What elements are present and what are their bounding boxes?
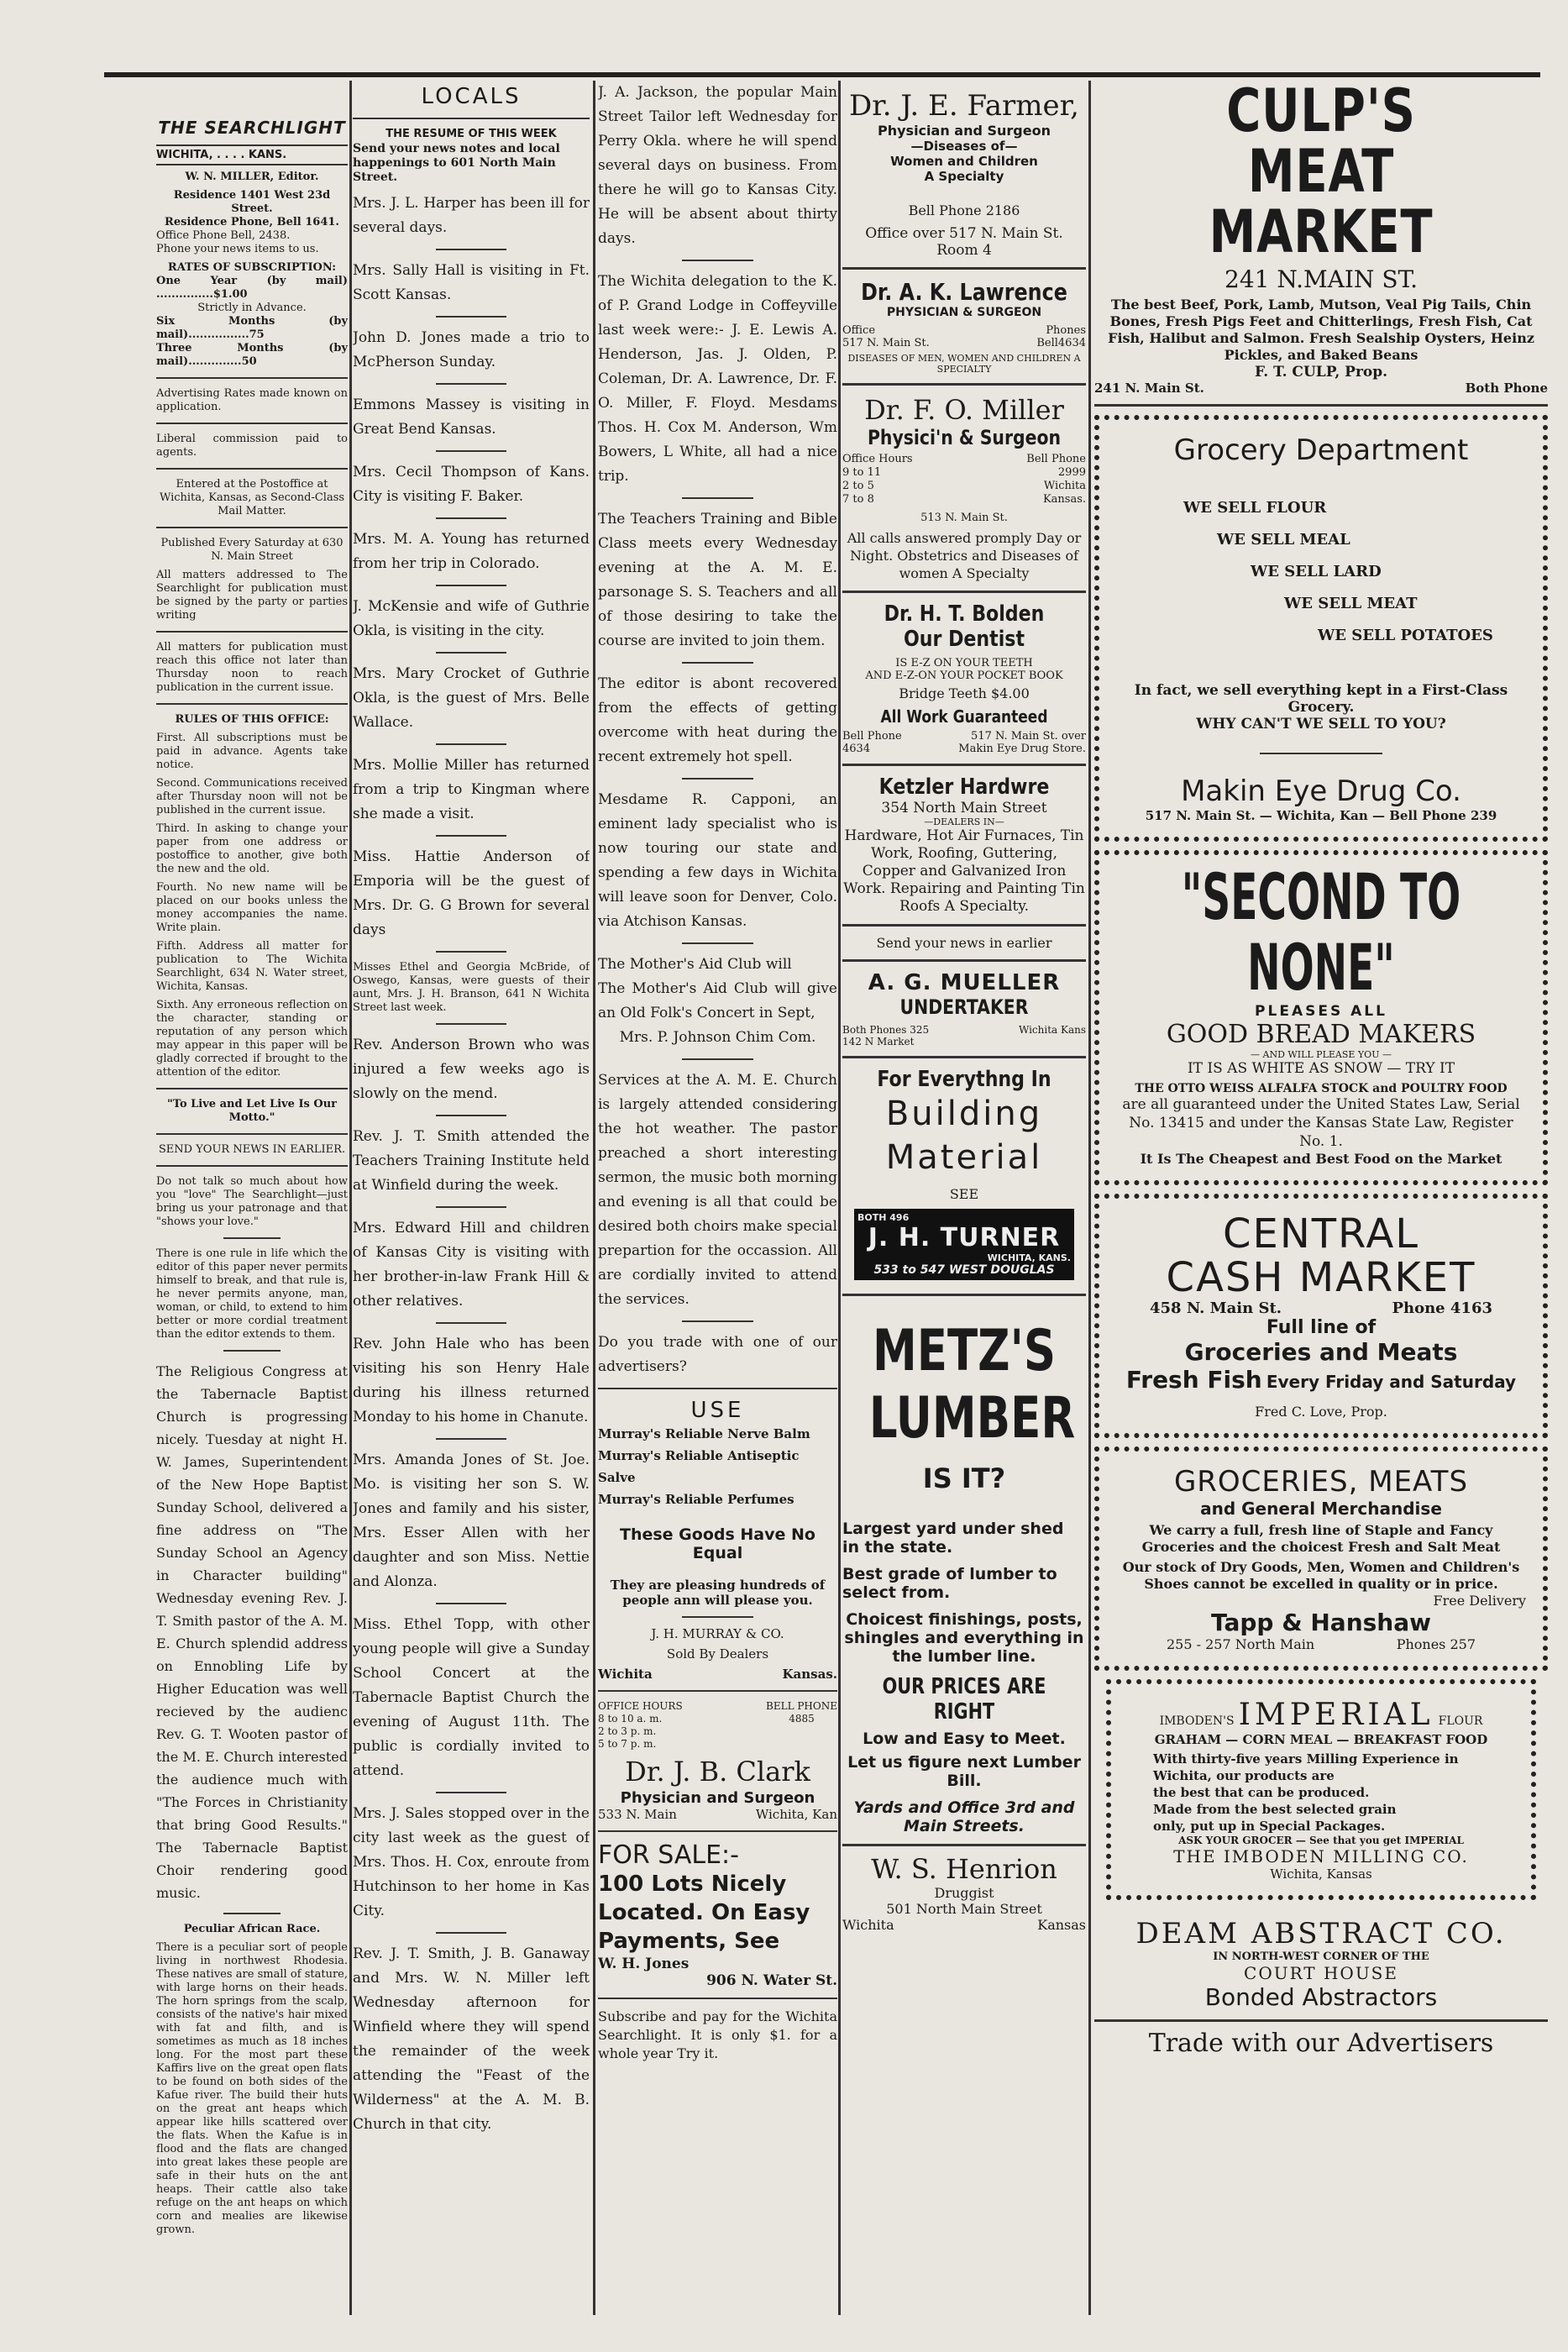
central-ad [1094,1194,1548,1438]
editor-line: Phone your news items to us. [156,243,319,255]
culp-foot-address: 241 N. Main St. [1094,381,1204,396]
separator [598,1998,837,1999]
separator [156,1165,348,1167]
central-address: 458 N. Main St. [1150,1299,1282,1317]
commission-note: Liberal commission paid to agents. [156,433,348,459]
separator [598,1388,837,1389]
mothers-aid-item: The Mother's Aid Club will give an Old Folk's Concert in Sept, [598,980,837,1021]
metz-question: IS IT? [922,1462,1006,1494]
clark-hours: 2 to 3 p. m. [598,1725,657,1737]
miller-address: 513 N. Main St. [920,512,1008,524]
column-locals [353,81,590,2144]
tapp-sub: and General Merchandise [1200,1499,1442,1519]
second-otto: THE OTTO WEISS ALFALFA STOCK and POULTRY FOOD [1135,1082,1508,1095]
turner-city: WICHITA, KANS. [987,1252,1071,1263]
column-news [598,81,837,2070]
henrion-ad [842,1846,1086,1933]
farmer-office: Office over 517 N. Main St. [865,225,1063,242]
separator [436,835,507,837]
editor-line: Residence Phone, Bell 1641. [165,216,339,228]
clark-name: Dr. J. B. Clark [625,1756,810,1788]
miller-phone: 2999 [1057,466,1086,479]
bolden-title: Our Dentist [903,627,1025,652]
locals-note: Send your news notes and local happenings to 601 North Main Street. [353,142,560,184]
separator [156,703,348,705]
turner-phone: BOTH 496 [857,1212,910,1223]
lawrence-phones: Bell4634 [1036,337,1086,349]
imboden-ask: ASK YOUR GROCER [1178,1835,1293,1846]
separator [598,1830,837,1832]
clark-ad [598,1700,837,1822]
separator [682,1058,754,1060]
miller-title: Physici'n & Surgeon [867,426,1062,449]
entered-note: Entered at the Postoffice at Wichita, Kansas, as Second-Class Mail Matter. [159,478,345,517]
services-item: Services at the A. M. E. Church is largely attended considering the hot weather. The pastor preached a short interesting sermon, the music both morning and evening is all that could be desired both choirs make special prepartion for the occassion. All are cordially invited to attend the services. [598,1072,837,1308]
miller-hours: 9 to 11 [842,466,882,479]
tapp-delivery: Free Delivery [1433,1593,1526,1609]
locals-subheading: THE RESUME OF THIS WEEK [385,128,557,140]
henrion-city: Wichita [842,1917,894,1933]
separator [156,631,348,633]
miller-city: Wichita [1043,480,1086,492]
bolden-phone-label: Bell Phone [842,730,902,743]
local-item: Rev. Anderson Brown who was injured a few weeks ago is slowly on the mend. [353,1037,590,1102]
murray-city: Wichita [598,1667,653,1682]
central-line: CASH MARKET [1166,1254,1476,1301]
building-line: For Everythng In [877,1067,1051,1092]
editor-line: Residence 1401 West 23d Street. [173,189,331,215]
column-divider [593,81,595,2315]
ketzler-address: 354 North Main Street [881,800,1047,816]
farmer-specialty: A Specialty [924,169,1004,184]
separator [682,260,754,261]
separator [156,423,348,424]
rates-heading: RATES OF SUBSCRIPTION: [167,261,337,274]
farmer-title: Physician and Surgeon [878,123,1051,139]
forsale-address: 906 N. Water St. [706,1972,837,1989]
culp-prop: F. T. CULP, Prop. [1254,364,1388,381]
grocery-item: WE SELL FLOUR [1183,499,1327,517]
separator [436,1115,507,1116]
farmer-phone: Bell Phone 2186 [908,202,1020,218]
rate-line: One Year (by mail) ...............$1.00 [156,275,348,301]
separator [156,1088,348,1089]
lawrence-ad [842,270,1086,386]
imboden-brand: IMBODEN'S [1159,1714,1235,1728]
bolden-phone: 4634 [842,743,871,755]
separator [682,778,754,780]
forsale-body: 100 Lots Nicely Located. On Easy Payments, See [598,1872,810,1954]
separator [353,118,590,119]
metz-figure: Let us figure next Lumber Bill. [847,1753,1081,1790]
separator [436,585,507,586]
henrion-state: Kansas [1037,1917,1086,1933]
separator [156,468,348,470]
miller-hours-label: Office Hours [842,453,913,465]
deam-ad [1094,1908,1548,2022]
separator [598,1690,837,1692]
grocery-why: WHY CAN'T WE SELL TO YOU? [1196,716,1446,732]
mothers-aid-sign: Mrs. P. Johnson Chim Com. [619,1029,816,1046]
mueller-address: 142 N Market [842,1036,915,1047]
ketzler-body: Hardware, Hot Air Furnaces, Tin Work, Roofing, Guttering, Copper and Galvanized Iron Work. Repairing and Painting Tin Roofs A Specialty. [843,827,1085,915]
metz-choice: Choicest finishings, posts, shingles and everything in the lumber line. [844,1610,1084,1666]
grocery-address: 517 N. Main St. — Wichita, Kan — Bell Phone 239 [1145,808,1497,823]
culp-title: CULP'S [1226,81,1416,145]
turner-address: 533 to 547 WEST DOUGLAS [873,1263,1055,1277]
tapp-name: Tapp & Hanshaw [1210,1609,1431,1636]
clark-title: Physician and Surgeon [620,1789,815,1807]
column-ads-right [1094,81,1548,2058]
imboden-co: THE IMBODEN MILLING CO. [1173,1846,1469,1866]
ketzler-name: Ketzler Hardwre [878,774,1050,800]
second-will: — AND WILL PLEASE YOU — [1251,1049,1392,1060]
separator [436,316,507,318]
ketzler-dealers: —DEALERS IN— [924,816,1004,827]
separator [436,1322,507,1324]
henrion-name: W. S. Henrion [871,1853,1057,1885]
lawrence-diseases: DISEASES OF MEN, WOMEN AND CHILDREN A SPECIALTY [847,353,1081,375]
second-cheapest: It Is The Cheapest and Best Food on the Market [1140,1151,1502,1167]
love-note: Do not talk so much about how you "love" The Searchlight—just bring us your patronage and that "shows your love." [156,1175,348,1228]
murray-state: Kansas. [782,1667,837,1682]
separator [436,249,507,250]
turner-name: J. H. TURNER [868,1223,1061,1252]
separator [436,450,507,452]
news-item: J. A. Jackson, the popular Main Street Tailor left Wednesday for Perry Okla. where he will spend several days on business. From there he will go to Kansas City. He will be absent about thirty days. [598,84,837,247]
second-pleases: PLEASES ALL [1255,1003,1387,1020]
editor-line: Office Phone Bell, 2438. [156,229,291,242]
metz-yards: Yards and Office 3rd and Main Streets. [853,1798,1075,1835]
local-item: J. McKensie and wife of Guthrie Okla, is visiting in the city. [353,598,590,639]
imboden-exp: With thirty-five years Milling Experience in Wichita, our products are [1153,1751,1459,1783]
grocery-fact: In fact, we sell everything kept in a First-Class Grocery. [1134,682,1508,716]
news-item: Mesdame R. Capponi, an eminent lady specialist who is now touring our state and spending a few days in Wichita will leave soon for Denver, Colo. via Atchison Kansas. [598,791,837,930]
forsale-name: W. H. Jones [598,1956,690,1972]
central-line: CENTRAL [1222,1210,1420,1257]
rate-line: Strictly in Advance. [197,302,307,314]
second-white: IT IS AS WHITE AS SNOW — TRY IT [1187,1060,1455,1077]
separator [223,1237,281,1239]
separator [436,1206,507,1208]
metz-prices: OUR PRICES ARE RIGHT [882,1674,1046,1725]
tapp-body: We carry a full, fresh line of Staple and Fancy Groceries and the choicest Fresh and Salt Meat [1141,1522,1501,1555]
send-news-early: Send your news in earlier [842,927,1086,962]
miller-hours: 7 to 8 [842,493,874,506]
culp-foot-phone: Both Phone [1465,381,1548,396]
separator [436,1023,507,1025]
rules-heading: RULES OF THIS OFFICE: [175,713,329,726]
news-item: The Teachers Training and Bible Class meets every Wednesday evening at the A. M. E. parsonage S. S. Teachers and all of those desiring to take the course are invited to join them. [598,511,837,649]
column-masthead [156,81,348,2242]
miller-state: Kansas. [1042,493,1086,506]
local-item: Rev. J. T. Smith attended the Teachers Training Institute held at Winfield during the week. [353,1128,590,1194]
deam-bonded: Bonded Abstractors [1204,1983,1438,2011]
rule-item: Fourth. No new name will be placed on our books unless the money accompanies the name. Write plain. [156,881,348,934]
murray-pleasing: They are pleasing hundreds of people ann will please you. [610,1578,826,1608]
separator [682,1616,754,1618]
imboden-see: See that you get IMPERIAL [1309,1835,1464,1846]
grocery-item: WE SELL MEAT [1284,595,1418,612]
local-item: John D. Jones made a trio to McPherson Sunday. [353,329,590,370]
separator [682,662,754,664]
farmer-room: Room 4 [936,242,992,259]
rule-item: First. All subscriptions must be paid in advance. Agents take notice. [156,732,348,771]
miller-name: Dr. F. O. Miller [864,394,1064,426]
column-ads-left [842,81,1086,1933]
rule-item: Sixth. Any erroneous reflection on the character, standing or reputation of any person which may appear in this paper will be gladly corrected if brought to the attention of the editor. [156,999,348,1079]
subscribe-note: Subscribe and pay for the Wichita Searchlight. It is only $1. for a whole year Try it. [598,2008,837,2061]
bolden-name: Dr. H. T. Bolden [884,601,1045,627]
local-item: Misses Ethel and Georgia McBride, of Oswego, Kansas, were guests of their aunt, Mrs. J. H. Branson, 641 N Wichita Street last week. [353,961,590,1014]
separator [436,1792,507,1793]
murray-heading: USE [690,1398,745,1423]
farmer-women: Women and Children [890,154,1038,169]
send-news-note: SEND YOUR NEWS IN EARLIER. [158,1143,346,1156]
second-guaranteed: are all guaranteed under the United States Law, Serial No. 13415 and under the Kansas State Law, Register No. 1. [1122,1096,1520,1150]
culp-ad [1094,81,1548,407]
grocery-item: WE SELL MEAL [1217,531,1350,549]
murray-line: Murray's Reliable Antiseptic Salve [598,1448,800,1485]
imboden-ad: IMBODEN'S IMPERIAL FLOUR GRAHAM — CORN MEAL — BREAKFAST FOOD With thirty-five years Milling Experience in Wichita, our products are the best that can be produced. Made from the best selected grain only, put up in Special Packages. ASK YOUR GROCER — See that you get IMPERIAL THE IMBODEN MILLING CO. Wichita, Kansas [1106,1679,1536,1900]
column-divider [349,81,352,2315]
lawrence-name: Dr. A. K. Lawrence [861,278,1067,306]
local-item: Emmons Massey is visiting in Great Bend Kansas. [353,396,590,438]
henrion-address: 501 North Main Street [886,1901,1042,1917]
separator [1260,753,1382,754]
tapp-address: 255 - 257 North Main [1167,1636,1315,1652]
separator [436,951,507,953]
grocery-item: WE SELL POTATOES [1318,627,1493,644]
second-to-none-ad [1094,850,1548,1185]
local-item: Mrs. Mary Crocket of Guthrie Okla, is the guest of Mrs. Belle Wallace. [353,665,590,731]
mueller-ad [842,962,1086,1058]
separator [156,377,348,379]
metz-yard: Largest yard under shed in the state. [842,1520,1064,1557]
separator [436,1932,507,1934]
bolden-address: 517 N. Main St. over [971,730,1086,743]
central-full: Full line of [1266,1317,1377,1338]
separator [223,1913,281,1914]
bolden-line: IS E-Z ON YOUR TEETH [895,657,1033,669]
grocery-item: WE SELL LARD [1251,563,1382,580]
column-divider [838,81,841,2315]
editor-line: W. N. MILLER, Editor. [185,171,319,183]
central-prop: Fred C. Love, Prop. [1255,1404,1387,1420]
building-line: Material [885,1138,1043,1177]
bolden-store: Makin Eye Drug Store. [958,743,1086,755]
tapp-heading: GROCERIES, MEATS [1173,1465,1469,1499]
local-item: Rev. John Hale who has been visiting his son Henry Hale during his illness returned Monday to his home in Chanute. [353,1336,590,1425]
farmer-name: Dr. J. E. Farmer, [849,89,1079,123]
mueller-title: UNDERTAKER [899,995,1029,1019]
bolden-line: AND E-Z-ON YOUR POCKET BOOK [865,669,1063,682]
african-heading: Peculiar African Race. [183,1923,321,1935]
clark-address: 533 N. Main [598,1807,677,1822]
central-phone: Phone 4163 [1392,1299,1492,1317]
matters-deadline: All matters for publication must reach this office not later than Thursday noon to reach publication in the current issue. [156,641,348,694]
imboden-line: GRAHAM — CORN MEAL — BREAKFAST FOOD [1154,1732,1488,1747]
miller-phone-label: Bell Phone [1026,453,1086,465]
african-body: There is a peculiar sort of people living in northwest Rhodesia. These natives are small of stature, with large horns on their heads. The horn springs from the scalp, consists of the native's hair mixed with fat and filth, and is sometimes as much as 18 inches long. For the most part these Kaffirs live on the great open flats to be found on both sides of the Kafue river. The build their huts on the great ant heaps which appear like hills scattered over the flats. When the Kafue is in flood and the flats are changed into great lakes these people are safe in their huts on the ant heaps. Their cattle also take refuge on the ant heaps on which corn and mealies are likewise grown. [156,1941,348,2236]
deam-title: DEAM ABSTRACT CO. [1135,1917,1507,1950]
column-divider [1088,81,1091,2315]
imboden-exp: the best that can be produced. [1153,1785,1370,1800]
central-fish-days: Every Friday and Saturday [1266,1372,1517,1392]
rule-item: Second. Communications received after Thursday noon will not be published in the current issue. [156,777,348,816]
miller-hours: 2 to 5 [842,480,874,492]
rate-line: Three Months (by mail)..............50 [156,342,348,368]
local-item: Mrs. Cecil Thompson of Kans. City is visiting F. Baker. [353,464,590,505]
local-item: Mrs. Edward Hill and children of Kansas City is visiting with her brother-in-law Frank Hill & other relatives. [353,1220,590,1310]
local-item: Miss. Hattie Anderson of Emporia will be the guest of Mrs. Dr. G. G Brown for several days [353,848,590,938]
murray-ad [598,1398,837,1682]
news-item: The editor is abont recovered from the effects of getting overcome with heat during the recent extremely hot spell. [598,675,837,765]
lawrence-office: Office [842,324,876,337]
local-item: Mrs. Mollie Miller has returned from a trip to Kingman where she made a visit. [353,757,590,822]
local-item: Mrs. Sally Hall is visiting in Ft. Scott Kansas. [353,262,590,303]
farmer-ad [842,81,1086,270]
imboden-exp: Made from the best selected grain [1153,1802,1397,1817]
building-ad [842,1058,1086,1296]
murray-sold: Sold By Dealers [666,1646,769,1662]
masthead-city: WICHITA, . . . . KANS. [156,144,348,165]
religious-congress-story: The Religious Congress at the Tabernacle Baptist Church is progressing nicely. Tuesday at night H. W. James, Superintendent of the New Hope Baptist Sunday School, delivered a fine address on "The Sunday School an Agency in Character building" Wednesday evening Rev. J. T. Smith pastor of the A. M. E. Church splendid address on Ennobling Life by Higher Education was well recieved by the audienc Rev. G. T. Wooten pastor of the M. E. Church interested the audience much with "The Forces in Christianity that bring Good Results." The Tabernacle Baptist Choir rendering good music. [156,1363,348,1901]
separator [436,743,507,745]
published-note: Published Every Saturday at 630 N. Main Street [160,537,343,563]
separator [223,1350,281,1352]
miller-ad [842,386,1086,593]
grocery-heading: Grocery Department [1173,433,1469,467]
matters-address: All matters addressed to The Searchlight for publication must be signed by the party or parties writing [156,569,348,622]
culp-address: 241 N.MAIN ST. [1225,265,1418,293]
clark-hours: 5 to 7 p. m. [598,1738,657,1750]
mothers-aid-heading: The Mother's Aid Club will [598,956,792,973]
farmer-diseases: —Diseases of— [910,139,1018,154]
tapp-ad [1094,1446,1548,1671]
culp-title: MEAT MARKET [1209,137,1434,266]
rate-line: Six Months (by mail)................75 [156,315,348,341]
separator [436,652,507,654]
mueller-phones: Both Phones 325 [842,1024,930,1036]
tapp-body: Our stock of Dry Goods, Men, Women and Children's Shoes cannot be excelled in quality or in price. [1122,1559,1520,1592]
separator [436,383,507,385]
building-line: Building [885,1095,1043,1133]
local-item: Mrs. J. Sales stopped over in the city last week as the guest of Mrs. Thos. H. Cox, enroute from Hutchinson to her home in Kas City. [353,1805,590,1919]
grocery-ad [1094,415,1548,842]
lawrence-phones-label: Phones [1046,324,1086,337]
bolden-guarantee: All Work Guaranteed [880,706,1048,727]
local-item: Miss. Ethel Topp, with other young people will give a Sunday School Concert at the Tabernacle Baptist Church the evening of August 11th. The public is cordially invited to attend. [353,1616,590,1779]
clark-phone: 4885 [789,1713,815,1725]
murray-line: Murray's Reliable Nerve Balm [598,1426,810,1441]
ketzler-ad [842,766,1086,927]
culp-body: The best Beef, Pork, Lamb, Mutson, Veal Pig Tails, Chin Bones, Fresh Pigs Feet and Chitterlings, Fresh Fish, Cat Fish, Halibut and Salmon. Fresh Sealship Oysters, Heinz Pickles, and Baked Beans [1108,297,1534,363]
separator [436,1603,507,1604]
bolden-ad [842,593,1086,766]
turner-logo [854,1209,1074,1280]
forsale-ad [598,1840,837,1989]
forsale-heading: FOR SALE:- [598,1840,739,1870]
building-see: SEE [949,1186,979,1202]
local-item: Rev. J. T. Smith, J. B. Ganaway and Mrs. W. N. Miller left Wednesday afternoon for Winfield where they will spend the remainder of the week attending the "Feast of the Wilderness" at the A. M. B. Church in that city. [353,1945,590,2133]
local-item: Mrs. M. A. Young has returned from her trip in Colorado. [353,531,590,572]
separator [436,517,507,519]
second-makers: GOOD BREAD MAKERS [1166,1020,1476,1049]
one-rule-note: There is one rule in life which the editor of this paper never permits himself to break, and that rule is, he never permits anyone, man, woman, or child, to extend to him better or more cordial treatment than the editor extends to them. [156,1247,348,1341]
separator [436,1438,507,1440]
mueller-name: A. G. MUELLER [868,970,1061,995]
bolden-bridge: Bridge Teeth $4.00 [899,685,1030,701]
mueller-city: Wichita Kans [1018,1024,1086,1036]
rule-item: Fifth. Address all matter for publication to The Wichita Searchlight, 634 N. Water street, Wichita, Kansas. [156,940,348,993]
metz-title: METZ'S [872,1318,1057,1384]
advertising-note: Advertising Rates made known on application. [156,387,348,413]
grocery-name: Makin Eye Drug Co. [1181,774,1461,808]
imboden-city: Wichita, Kansas [1270,1866,1372,1882]
deam-court: COURT HOUSE [1244,1963,1398,1983]
news-item: The Wichita delegation to the K. of P. Grand Lodge in Coffeyville last week were:- J. E. Lewis A. Henderson, Jas. J. Olden, P. Coleman, Dr. A. Lawrence, Dr. F. O. Miller, F. Floyd. Mesdams Thos. H. Cox M. Anderson, Wm Bowers, L White, all had a nice trip. [598,273,837,485]
central-groceries: Groceries and Meats [1184,1338,1458,1366]
clark-hours-label: OFFICE HOURS [598,1700,683,1712]
clark-city: Wichita, Kan [755,1807,837,1822]
imboden-exp: only, put up in Special Packages. [1153,1819,1386,1834]
henrion-title: Druggist [934,1885,994,1901]
murray-equal: These Goods Have No Equal [620,1525,815,1562]
central-fish: Fresh Fish [1125,1366,1262,1394]
metz-grade: Best grade of lumber to select from. [842,1565,1057,1602]
top-rule [104,72,1540,77]
separator [682,1320,754,1322]
tapp-phones: Phones 257 [1396,1636,1476,1652]
imboden-title: IMPERIAL [1238,1698,1434,1732]
local-item: Mrs. Amanda Jones of St. Joe. Mo. is visiting her son S. W. Jones and family and his sister, Mrs. Esser Allen with her daughter and son Miss. Nettie and Alonza. [353,1452,590,1590]
clark-phone-label: BELL PHONE [766,1700,837,1712]
murray-line: Murray's Reliable Perfumes [598,1492,794,1507]
locals-heading: LOCALS [421,84,522,109]
murray-company: J. H. MURRAY & CO. [651,1626,784,1641]
masthead-title: THE SEARCHLIGHT [158,118,346,138]
miller-calls: All calls answered promply Day or Night. Obstetrics and Diseases of women A Specialty [847,530,1082,581]
separator [682,942,754,944]
metz-title: LUMBER [868,1385,1076,1452]
separator [156,1133,348,1135]
lawrence-address: 517 N. Main St. [842,337,930,349]
metz-low: Low and Easy to Meet. [863,1730,1066,1748]
rule-item: Third. In asking to change your paper from one address or postoffice to another, give both the new and the old. [156,822,348,875]
separator [156,527,348,528]
trade-question: Do you trade with one of our advertisers? [598,1334,837,1375]
deam-corner: IN NORTH-WEST CORNER OF THE [1213,1950,1429,1963]
separator [682,497,754,499]
trade-with-advertisers: Trade with our Advertisers [1148,2029,1494,2058]
second-title: "SECOND TO NONE" [1181,859,1461,1005]
local-item: Mrs. J. L. Harper has been ill for several days. [353,195,590,236]
lawrence-title: PHYSICIAN & SURGEON [886,306,1042,319]
metz-ad [842,1296,1086,1846]
motto: "To Live and Let Live Is Our Motto." [167,1098,337,1124]
imboden-flour: FLOUR [1438,1714,1483,1728]
clark-hours: 8 to 10 a. m. [598,1713,663,1725]
